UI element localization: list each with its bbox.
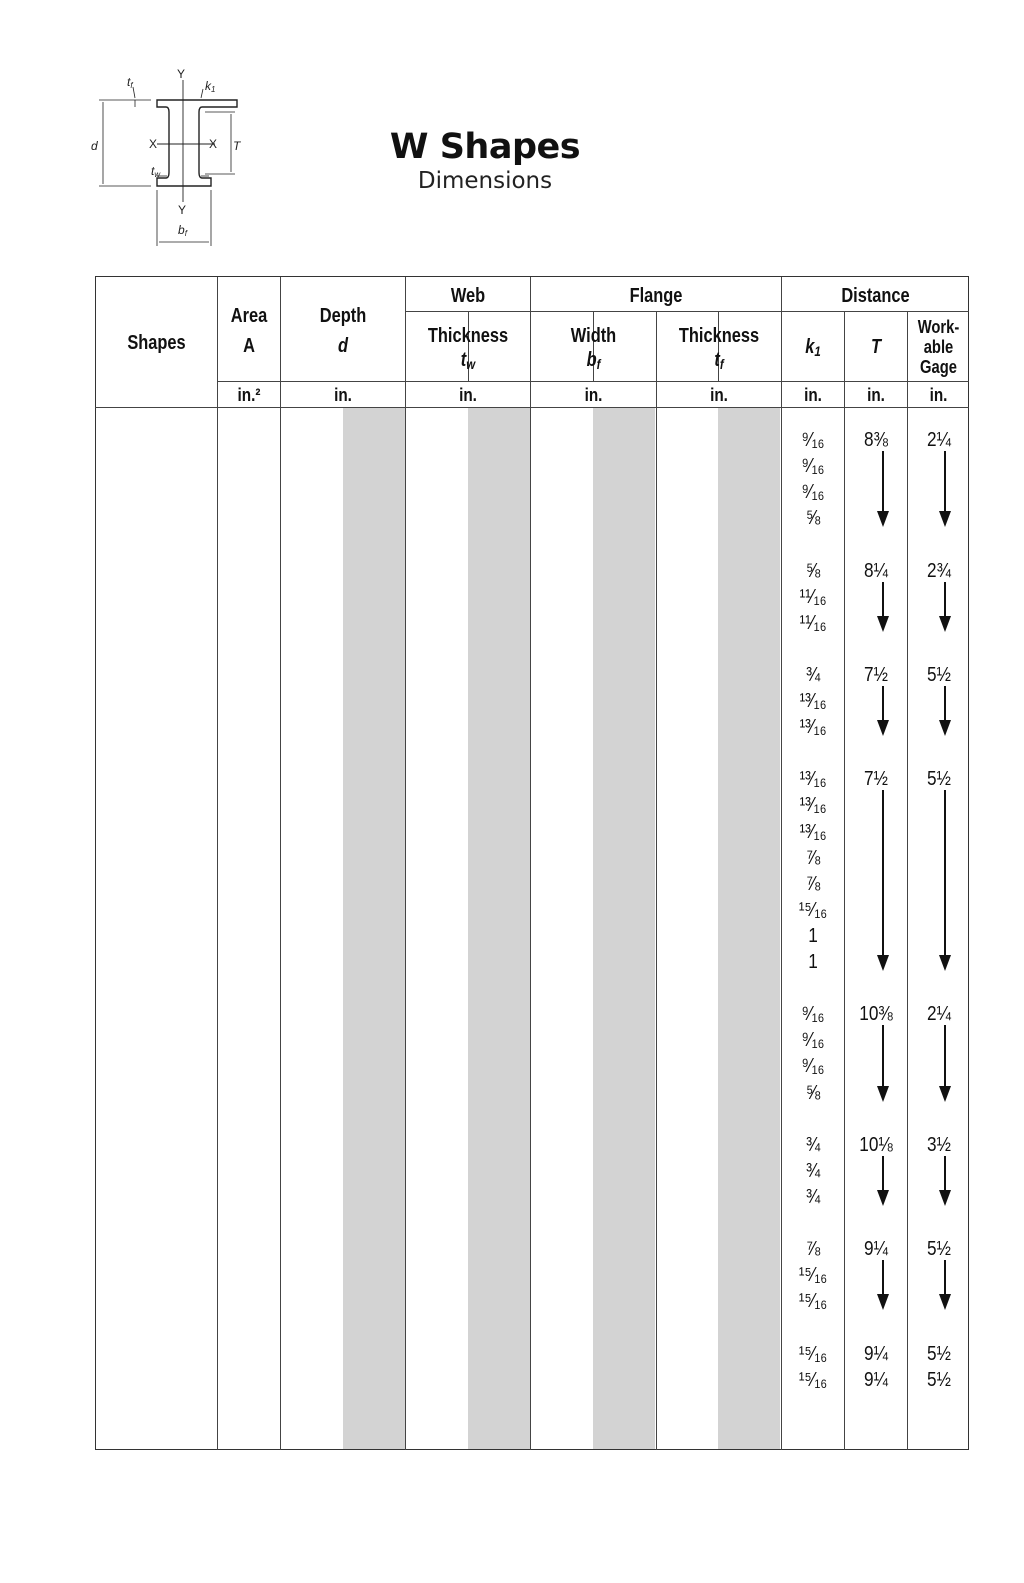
arrow-down-icon (939, 1190, 951, 1206)
cell-gage: 3½ (927, 1133, 951, 1156)
header-flange-width: Width (570, 325, 617, 347)
header-gage-line3: Gage (920, 357, 957, 377)
arrow-down-icon (939, 511, 951, 527)
cell-gage: 5½ (927, 1368, 951, 1391)
cell-k1: ⁹⁄₁₆ (801, 1003, 825, 1026)
cell-gage: 5½ (927, 768, 951, 791)
header-flange-thickness-symbol: $t_f$ (714, 349, 724, 372)
cell-k1: ⁹⁄₁₆ (801, 455, 825, 478)
cell-gage: 2¾ (927, 559, 951, 582)
T-continuation-arrow (882, 1260, 884, 1296)
arrow-down-icon (877, 616, 889, 632)
cell-k1: ⁹⁄₁₆ (801, 429, 825, 451)
cell-k1: 1 (808, 924, 818, 947)
gage-continuation-arrow (944, 1156, 946, 1192)
page-title: W Shapes (389, 127, 581, 167)
gage-continuation-arrow (944, 1025, 946, 1087)
gage-continuation-arrow (944, 582, 946, 618)
arrow-down-icon (939, 616, 951, 632)
cell-T: 8¼ (864, 559, 888, 582)
header-web-thickness-symbol: $t_w$ (460, 349, 476, 372)
col-divider (217, 277, 218, 1450)
gage-continuation-arrow (944, 1260, 946, 1296)
arrow-down-icon (939, 720, 951, 736)
cell-T: 7½ (864, 663, 888, 686)
header-k1-symbol: $k_1$ (805, 336, 821, 359)
cell-k1: ¹¹⁄₁₆ (799, 585, 827, 608)
arrow-down-icon (877, 1086, 889, 1102)
arrow-down-icon (939, 1294, 951, 1310)
cell-k1: ¹⁵⁄₁₆ (798, 1342, 828, 1365)
cell-k1: ⅞ (805, 1238, 821, 1261)
col-divider (656, 312, 657, 1450)
cell-k1: ¹³⁄₁₆ (799, 690, 827, 712)
unit-area: in.² (237, 385, 261, 405)
svg-text:tw: tw (151, 164, 161, 179)
header-T-symbol: T (870, 336, 882, 358)
T-continuation-arrow (882, 790, 884, 957)
unit-flange-thickness: in. (710, 385, 728, 405)
header-flange-thickness: Thickness (678, 325, 760, 347)
svg-text:Y: Y (177, 67, 186, 81)
header-area-symbol: A (243, 335, 255, 357)
cell-k1: ¹⁵⁄₁₆ (798, 1290, 828, 1313)
cell-k1: ¾ (805, 1159, 821, 1182)
cell-k1: 1 (808, 951, 818, 973)
header-row-divider (217, 381, 969, 382)
cell-gage: 5½ (927, 1238, 951, 1261)
title-block (330, 126, 640, 195)
arrow-down-icon (877, 511, 889, 527)
cell-k1: ¹³⁄₁₆ (799, 768, 827, 791)
cell-k1: ¾ (805, 663, 821, 686)
unit-flange-width: in. (584, 385, 603, 405)
gage-continuation-arrow (944, 686, 946, 722)
cell-gage: 2¼ (927, 429, 951, 451)
header-flange-width-symbol: $b_f$ (586, 349, 601, 372)
unit-depth: in. (334, 385, 352, 405)
cell-gage: 5½ (927, 1342, 951, 1365)
arrow-down-icon (877, 1294, 889, 1310)
cell-gage: 5½ (927, 663, 951, 686)
cell-k1: ⅝ (805, 559, 821, 582)
cell-T: 9¼ (864, 1238, 888, 1261)
cell-k1: ¹⁵⁄₁₆ (798, 898, 828, 921)
header-web-thickness: Thickness (427, 325, 509, 347)
cell-k1: ⅝ (805, 507, 821, 530)
cell-k1: ¹⁵⁄₁₆ (798, 1368, 828, 1391)
arrow-down-icon (877, 1190, 889, 1206)
col-divider (280, 277, 281, 1450)
col-divider (530, 277, 531, 1450)
header-distance: Distance (841, 285, 910, 307)
header-shapes: Shapes (127, 332, 186, 354)
cell-k1: ⅞ (805, 872, 821, 895)
cell-gage: 2¼ (927, 1003, 951, 1026)
w-shape-cross-section-diagram (85, 62, 265, 252)
header-row-divider (405, 311, 969, 312)
svg-text:Y: Y (178, 203, 187, 217)
cell-T: 10⅜ (859, 1003, 893, 1026)
T-continuation-arrow (882, 582, 884, 618)
col-divider (907, 312, 908, 1450)
page-subtitle: Dimensions (417, 168, 553, 194)
cell-T: 7½ (864, 768, 888, 791)
cell-k1: ⁹⁄₁₆ (801, 1055, 825, 1078)
cell-k1: ¹³⁄₁₆ (799, 794, 827, 817)
header-web: Web (450, 285, 486, 307)
unit-web: in. (459, 385, 477, 405)
cell-k1: ¾ (805, 1185, 821, 1208)
header-gage-line1: Work- (917, 317, 960, 337)
arrow-down-icon (939, 955, 951, 971)
arrow-down-icon (877, 955, 889, 971)
cell-k1: ¹³⁄₁₆ (799, 716, 827, 739)
T-continuation-arrow (882, 1025, 884, 1087)
header-flange: Flange (629, 285, 683, 307)
gage-continuation-arrow (944, 451, 946, 513)
unit-gage: in. (929, 385, 948, 405)
arrow-down-icon (877, 720, 889, 736)
cell-T: 10⅛ (859, 1133, 893, 1156)
cell-k1: ⁹⁄₁₆ (801, 1029, 825, 1052)
svg-text:X: X (149, 137, 158, 151)
T-continuation-arrow (882, 686, 884, 722)
col-divider (405, 277, 406, 1450)
cell-k1: ¹³⁄₁₆ (799, 820, 827, 843)
svg-text:bf: bf (178, 223, 187, 238)
header-area: Area (230, 305, 268, 327)
header-depth-symbol: d (337, 335, 349, 357)
cell-T: 9¼ (864, 1342, 888, 1365)
unit-T: in. (867, 385, 885, 405)
header-gage-line2: able (923, 337, 954, 357)
arrow-down-icon (939, 1086, 951, 1102)
cell-k1: ¹¹⁄₁₆ (799, 611, 827, 634)
gage-continuation-arrow (944, 790, 946, 957)
header-depth: Depth (319, 305, 367, 327)
unit-k1: in. (804, 385, 822, 405)
svg-text:k1: k1 (205, 79, 216, 94)
cell-k1: ¾ (805, 1133, 821, 1156)
T-continuation-arrow (882, 451, 884, 513)
T-continuation-arrow (882, 1156, 884, 1192)
cell-k1: ¹⁵⁄₁₆ (798, 1264, 828, 1287)
svg-text:X: X (209, 137, 218, 151)
cell-T: 8⅜ (864, 429, 888, 451)
svg-text:tf: tf (127, 75, 133, 90)
cell-k1: ⁹⁄₁₆ (801, 481, 825, 504)
cell-T: 9¼ (864, 1368, 888, 1391)
svg-text:T: T (233, 139, 241, 153)
header-row-divider (95, 407, 969, 408)
svg-text:d: d (91, 139, 98, 153)
cell-k1: ⅝ (805, 1081, 821, 1104)
cell-k1: ⅞ (805, 846, 821, 869)
